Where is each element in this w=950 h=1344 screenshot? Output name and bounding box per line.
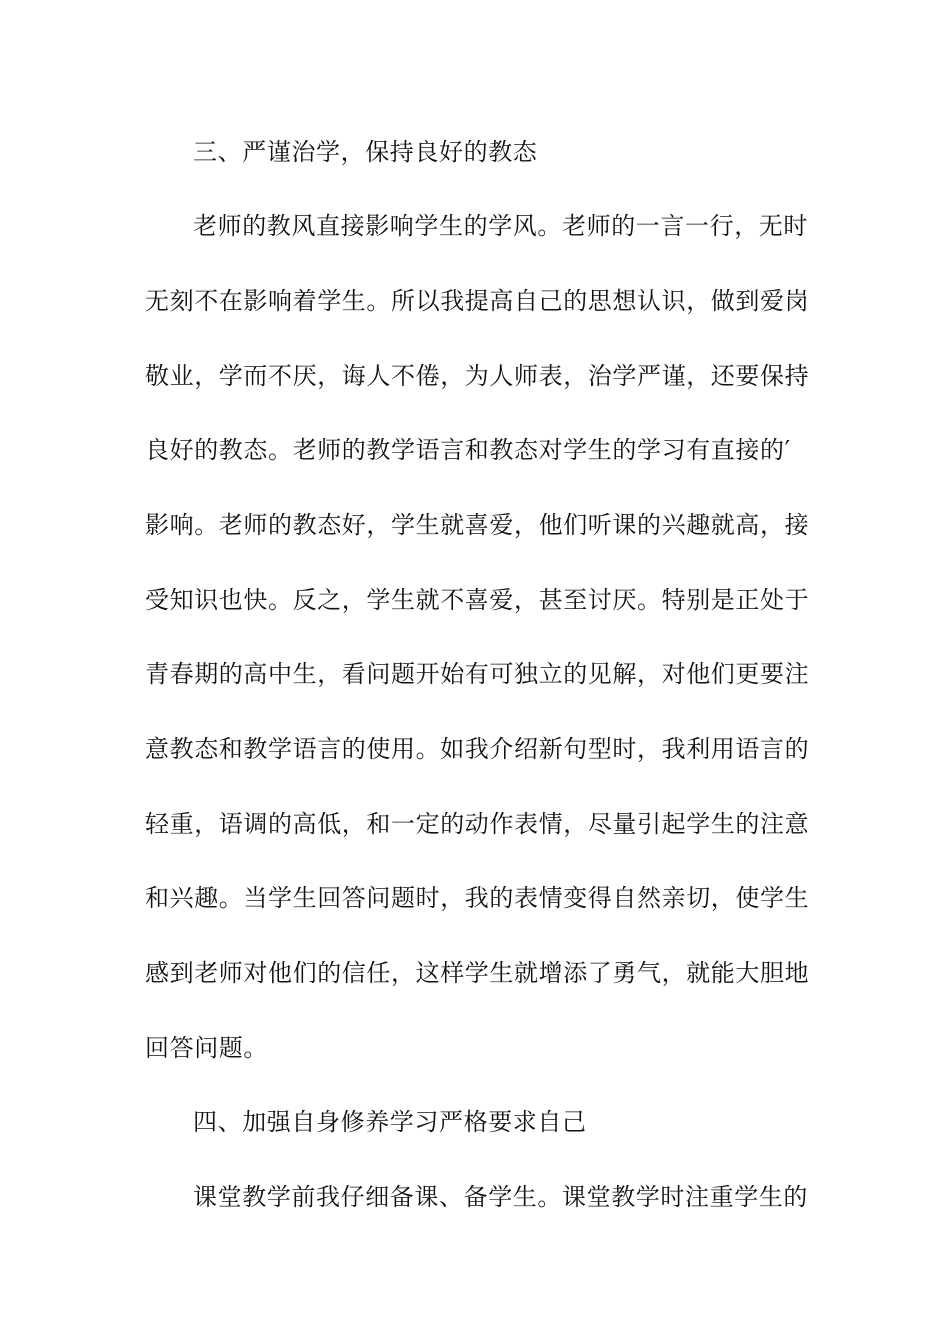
paragraph-line: 感到老师对他们的信任，这样学生就增添了勇气，就能大胆地 xyxy=(145,959,810,987)
paragraph-line: 课堂教学前我仔细备课、备学生。课堂教学时注重学生的 xyxy=(193,1183,808,1211)
paragraph-line: 老师的教风直接影响学生的学风。老师的一言一行，无时 xyxy=(193,212,808,240)
paragraph-line: 意教态和教学语言的使用。如我介绍新句型时，我利用语言的 xyxy=(145,735,810,763)
paragraph-line: 回答问题。 xyxy=(145,1034,268,1062)
paragraph-line: 受知识也快。反之，学生就不喜爱，甚至讨厌。特别是正处于 xyxy=(145,586,810,614)
section-heading-4: 四、加强自身修养学习严格要求自己 xyxy=(193,1108,587,1136)
paragraph-line: 良好的教态。老师的教学语言和教态对学生的学习有直接的′ xyxy=(145,436,791,464)
paragraph-line: 和兴趣。当学生回答问题时，我的表情变得自然亲切，使学生 xyxy=(145,884,810,912)
paragraph-line: 轻重，语调的高低，和一定的动作表情，尽量引起学生的注意 xyxy=(145,810,810,838)
section-heading-3: 三、严谨治学，保持良好的教态 xyxy=(193,138,538,166)
paragraph-line: 无刻不在影响着学生。所以我提高自己的思想认识，做到爱岗 xyxy=(145,287,810,315)
paragraph-line: 敬业，学而不厌，诲人不倦，为人师表，治学严谨，还要保持 xyxy=(145,362,810,390)
paragraph-line: 青春期的高中生，看问题开始有可独立的见解，对他们更要注 xyxy=(145,660,810,688)
paragraph-line: 影响。老师的教态好，学生就喜爱，他们听课的兴趣就高，接 xyxy=(145,511,810,539)
